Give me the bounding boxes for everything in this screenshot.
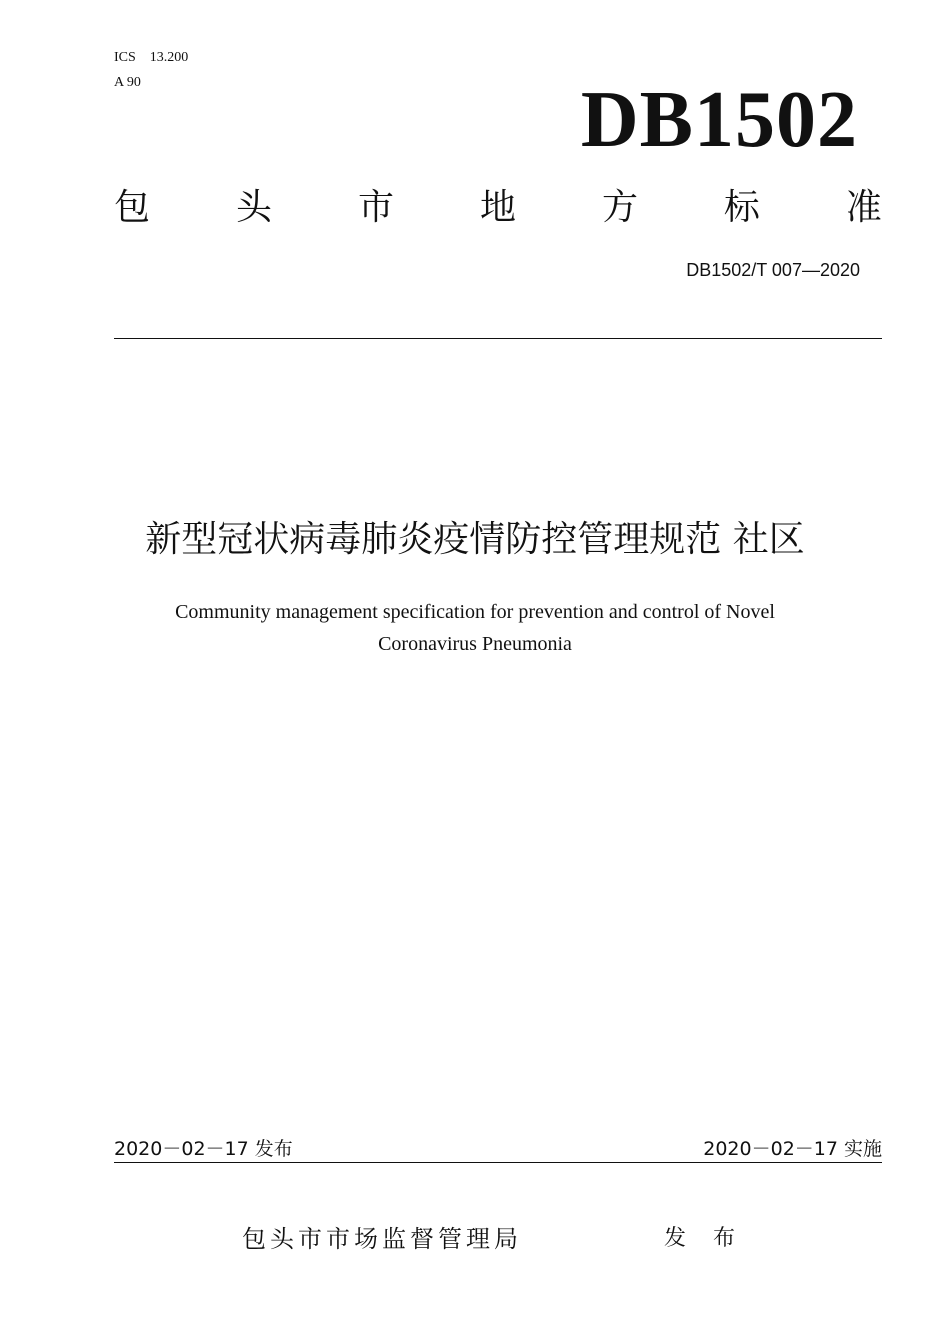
issue-label: 发 布: [664, 1226, 745, 1251]
ics-code: ICS 13.200: [114, 50, 189, 65]
standard-type-char: 包: [114, 187, 151, 228]
ccs-code: A 90: [114, 75, 141, 90]
title-english: [100, 596, 850, 660]
standard-type-char: 准: [845, 187, 882, 228]
standard-type-char: 头: [235, 187, 272, 228]
standard-type-char: 市: [357, 187, 394, 228]
standard-number: DB1502/T 007—2020: [686, 260, 860, 280]
standard-type-char: 地: [479, 187, 516, 228]
standard-code-logo: DB1502: [580, 76, 858, 164]
bottom-divider: [114, 1162, 882, 1163]
issue-date: 2020－02－17 发布: [114, 1138, 293, 1160]
top-divider: [114, 338, 882, 339]
title-english-line: Coronavirus Pneumonia: [378, 633, 572, 655]
issuing-authority: 包头市市场监督管理局: [242, 1225, 522, 1253]
implementation-date: 2020－02－17 实施: [703, 1138, 882, 1160]
standard-type-char: 方: [601, 187, 638, 228]
standard-type-char: 标: [723, 187, 760, 228]
standard-type: [114, 184, 882, 232]
title-chinese: 新型冠状病毒肺炎疫情防控管理规范 社区: [145, 519, 805, 560]
title-english-line: Community management specification for prevention and control of Novel: [175, 601, 775, 623]
